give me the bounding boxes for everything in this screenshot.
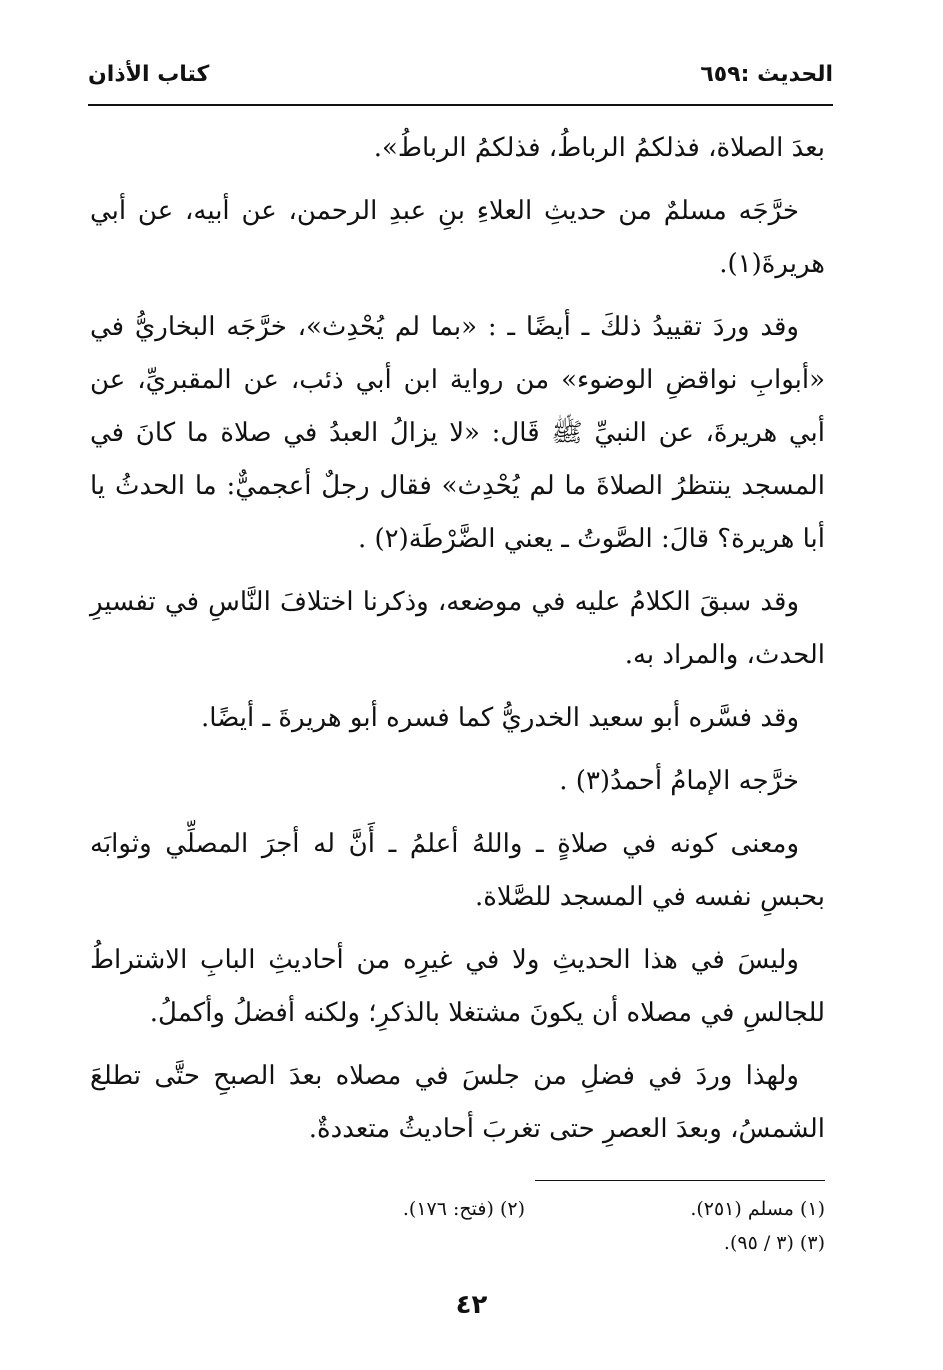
footnote-1: (١) مسلم (٢٥١). — [690, 1198, 825, 1220]
paragraph: وقد فسَّره أبو سعيد الخدريُّ كما فسره أبو هريرةَ ـ أيضًا. — [201, 703, 799, 733]
book-title: كتاب الأذان — [88, 62, 210, 87]
paragraph: ومعنى كونه في صلاةٍ ـ واللهُ أعلمُ ـ أَنَّ له أجرَ المصلِّي وثوابَه بحبسِ نفسه في المسجد للصَّلاة. — [90, 829, 825, 912]
footnote-divider — [535, 1180, 825, 1181]
footnote-row — [265, 1192, 825, 1226]
header-divider — [88, 104, 833, 106]
running-header — [88, 62, 833, 98]
paragraph: خرَّجَه مسلمٌ من حديثِ العلاءِ بنِ عبدِ الرحمن، عن أبيه، عن أبي هريرةَ(١). — [90, 196, 825, 279]
paragraph: خرَّجه الإمامُ أحمدُ(٣) . — [559, 766, 799, 796]
paragraph: وقد سبقَ الكلامُ عليه في موضعه، وذكرنا اختلافَ النَّاسِ في تفسيرِ الحدث، والمراد به. — [90, 587, 825, 670]
footnote-2: (٢) (فتح: ١٧٦). — [402, 1198, 525, 1220]
hadith-number: الحديث :٦٥٩ — [700, 62, 833, 87]
paragraph: وليسَ في هذا الحديثِ ولا في غيرِه من أحاديثِ البابِ الاشتراطُ للجالسِ في مصلاه أن يكونَ مشتغلا بالذكرِ؛ ولكنه أفضلُ وأكملُ. — [90, 945, 825, 1028]
paragraph: وقد وردَ تقييدُ ذلكَ ـ أيضًا ـ : «بما لم يُحْدِث»، خرَّجَه البخاريُّ في «أبوابِ نواقضِ الوضوء» من رواية ابن أبي ذئب، عن المقبريِّ، عن أبي هريرةَ، عن النبيِّ ﷺ قَال: «لا يزالُ العبدُ في صلاة ما كانَ في المسجد ينتظرُ الصلاةَ ما لم يُحْدِث» فقال رجلٌ أعجميٌّ: ما الحدثُ يا أبا هريرة؟ قالَ: الصَّوتُ ـ يعني الضَّرْطَة(٢) . — [90, 312, 825, 554]
paragraph: بعدَ الصلاة، فذلكمُ الرباطُ، فذلكمُ الرباطُ». — [373, 133, 825, 163]
footnote-3: (٣) (٣ / ٩٥). — [723, 1232, 825, 1254]
footnotes — [265, 1192, 825, 1260]
page-number: ٤٢ — [455, 1290, 488, 1320]
paragraph: ولهذا وردَ في فضلِ من جلسَ في مصلاه بعدَ الصبحِ حتَّى تطلعَ الشمسُ، وبعدَ العصرِ حتى تغربَ أحاديثُ متعددةٌ. — [90, 1061, 825, 1144]
main-text — [90, 122, 825, 1166]
footnote-row — [265, 1226, 825, 1260]
